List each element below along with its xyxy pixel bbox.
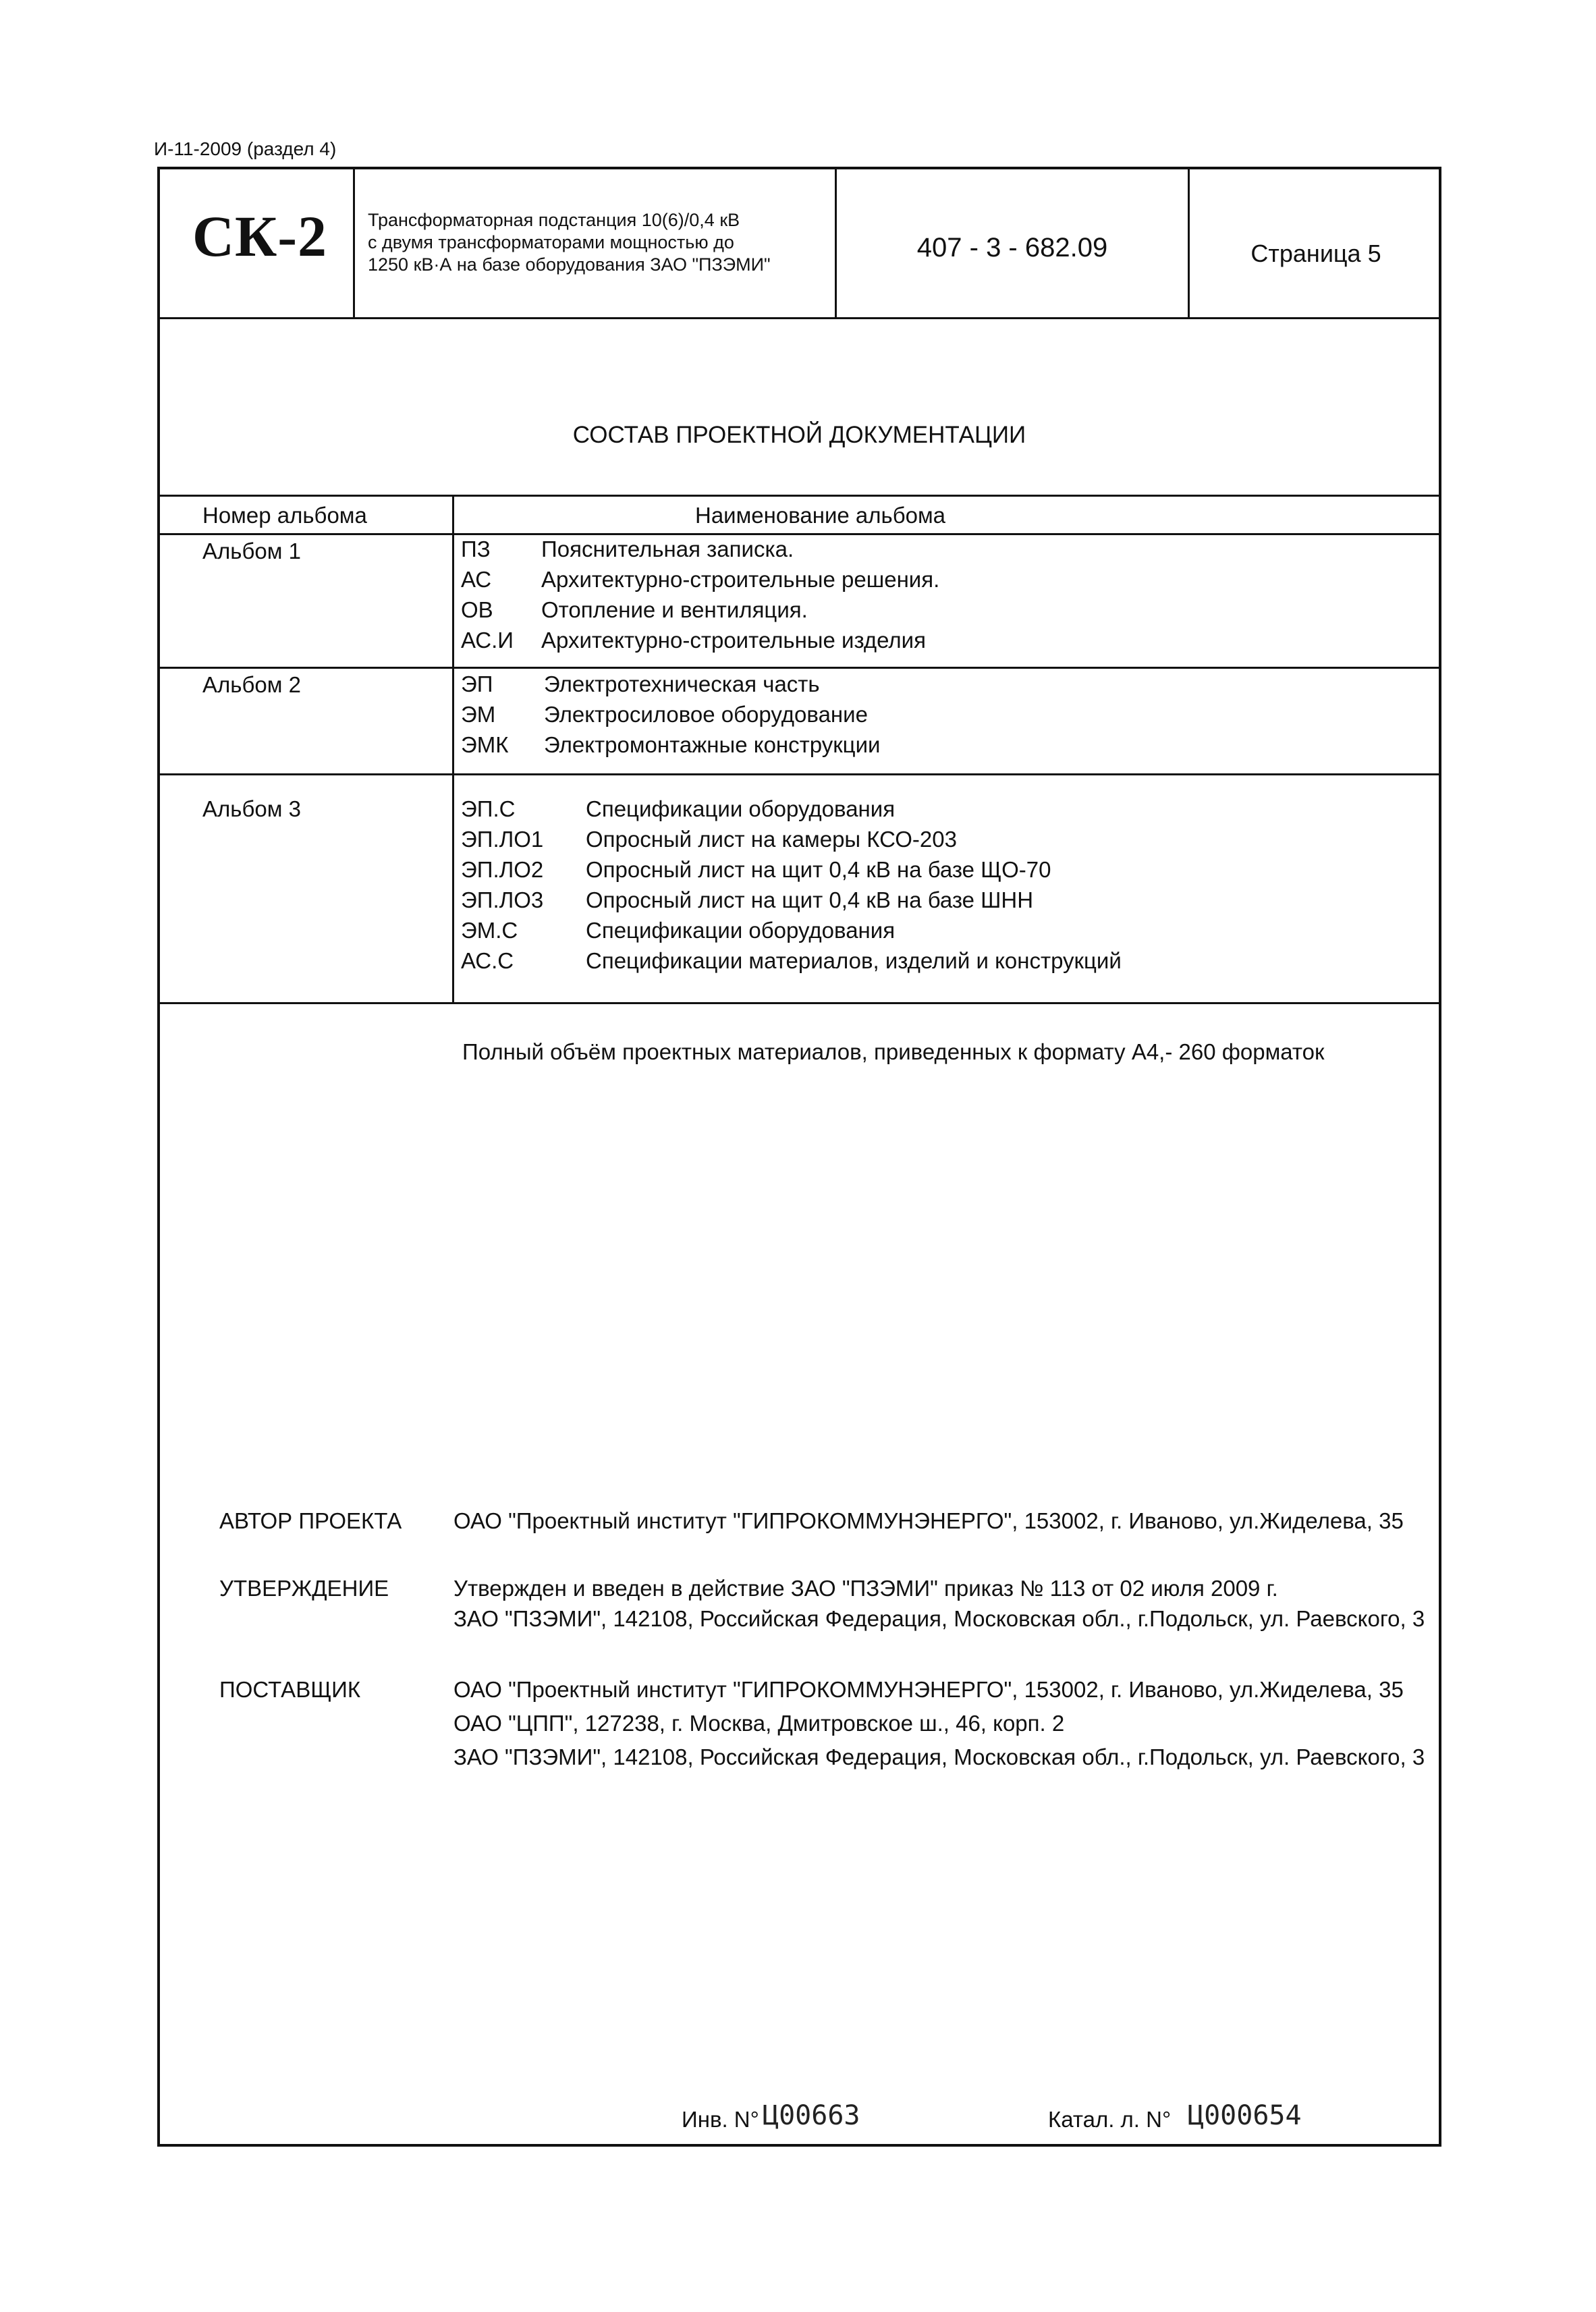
- supplier-line: ОАО "ЦПП", 127238, г. Москва, Дмитровское ш., 46, корп. 2: [453, 1711, 1065, 1736]
- table-row-line: [157, 667, 1441, 669]
- album-item-title: Опросный лист на щит 0,4 кВ на базе ЩО-70: [586, 857, 1051, 882]
- album-item-title: Спецификации оборудования: [586, 918, 896, 943]
- section-heading: СОСТАВ ПРОЕКТНОЙ ДОКУМЕНТАЦИИ: [572, 422, 1026, 448]
- approval-line: Утвержден и введен в действие ЗАО "ПЗЭМИ" приказ № 113 от 02 июля 2009 г.: [453, 1576, 1278, 1601]
- album-item-title: Опросный лист на щит 0,4 кВ на базе ШНН: [586, 887, 1034, 912]
- album-item-code: ПЗ: [461, 536, 491, 561]
- supplier-label: ПОСТАВЩИК: [219, 1677, 361, 1702]
- album-item-title: Пояснительная записка.: [541, 536, 794, 561]
- table-bottom-line: [157, 1002, 1441, 1004]
- album-item-code: ЭМ: [461, 702, 496, 727]
- album-item-code: АС: [461, 567, 492, 592]
- album-item-code: ЭП.С: [461, 796, 516, 821]
- album-item-code: ЭП: [461, 671, 493, 696]
- album-item-code: ОВ: [461, 597, 493, 622]
- catalog-number: Ц000654: [1188, 2100, 1302, 2131]
- album-title: Альбом 3: [202, 796, 301, 821]
- album-item-code: ЭМ.С: [461, 918, 518, 943]
- album-item-title: Отопление и вентиляция.: [541, 597, 808, 622]
- album-item-title: Электротехническая часть: [544, 671, 820, 696]
- table-column-divider: [452, 495, 454, 1002]
- album-item-code: АС.С: [461, 948, 514, 973]
- column-header-album-name: Наименование альбома: [695, 503, 946, 528]
- table-top-line: [157, 495, 1441, 497]
- album-title: Альбом 2: [202, 672, 301, 697]
- inventory-number: Ц00663: [763, 2100, 860, 2131]
- document-reference: И-11-2009 (раздел 4): [154, 138, 337, 159]
- approval-line: ЗАО "ПЗЭМИ", 142108, Российская Федерация, Московская обл., г.Подольск, ул. Раевского, 3: [453, 1606, 1425, 1631]
- catalog-label: Катал. л. N°: [1048, 2107, 1172, 2132]
- author-line: ОАО "Проектный институт "ГИПРОКОММУНЭНЕРГО", 153002, г. Иваново, ул.Жиделева, 35: [453, 1508, 1404, 1533]
- album-item-title: Спецификации оборудования: [586, 796, 896, 821]
- album-item-title: Архитектурно-строительные изделия: [541, 628, 926, 653]
- album-item-title: Спецификации материалов, изделий и конструкций: [586, 948, 1122, 973]
- sheet-code: СК-2: [192, 204, 328, 269]
- supplier-line: ОАО "Проектный институт "ГИПРОКОММУНЭНЕРГО", 153002, г. Иваново, ул.Жиделева, 35: [453, 1677, 1404, 1702]
- project-title-line: Трансформаторная подстанция 10(6)/0,4 кВ: [368, 210, 740, 230]
- album-item-code: ЭМК: [461, 732, 509, 757]
- approval-label: УТВЕРЖДЕНИЕ: [219, 1576, 389, 1601]
- project-title-line: с двумя трансформаторами мощностью до: [368, 232, 734, 252]
- document-frame: [157, 167, 1441, 2147]
- album-item-code: АС.И: [461, 628, 514, 653]
- supplier-line: ЗАО "ПЗЭМИ", 142108, Российская Федерация, Московская обл., г.Подольск, ул. Раевского, 3: [453, 1744, 1425, 1769]
- page-number: Страница 5: [1250, 240, 1381, 267]
- album-item-title: Архитектурно-строительные решения.: [541, 567, 940, 592]
- project-title-line: 1250 кВ·А на базе оборудования ЗАО "ПЗЭМИ": [368, 254, 771, 275]
- table-header-line: [157, 533, 1441, 535]
- album-item-title: Опросный лист на камеры КСО-203: [586, 827, 957, 852]
- inventory-label: Инв. N°: [682, 2107, 759, 2132]
- column-header-album-number: Номер альбома: [202, 503, 367, 528]
- album-item-code: ЭП.ЛО2: [461, 857, 544, 882]
- header-divider-3: [1188, 167, 1190, 317]
- author-label: АВТОР ПРОЕКТА: [219, 1508, 402, 1533]
- album-item-title: Электросиловое оборудование: [544, 702, 868, 727]
- album-item-title: Электромонтажные конструкции: [544, 732, 881, 757]
- album-title: Альбом 1: [202, 539, 301, 563]
- document-number: 407 - 3 - 682.09: [916, 233, 1108, 263]
- total-volume: Полный объём проектных материалов, приведенных к формату А4,- 260 форматок: [462, 1039, 1325, 1064]
- header-bottom-line: [157, 317, 1441, 319]
- table-row-line: [157, 773, 1441, 775]
- project-title: [368, 209, 833, 276]
- album-item-code: ЭП.ЛО1: [461, 827, 544, 852]
- album-item-code: ЭП.ЛО3: [461, 887, 544, 912]
